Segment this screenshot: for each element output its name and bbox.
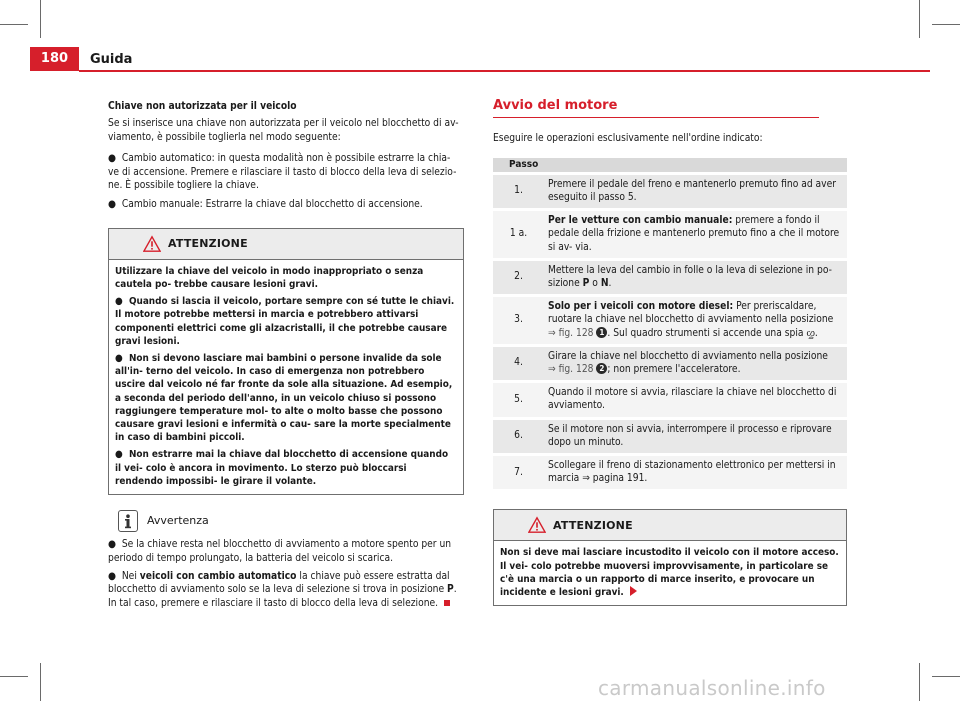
step-text: Quando il motore si avvia, rilasciare la chiave nel blocchetto di avviamento. [544, 380, 847, 416]
list-item-text: Cambio manuale: Estrarre la chiave dal blocchetto di accensione. [121, 199, 423, 211]
warning-box [493, 509, 847, 606]
step-text-rest: Girare la chiave nel blocchetto di avviamento nella posizione [548, 350, 828, 362]
step-text-rest: . Sul quadro strumenti si accende una spia [607, 327, 807, 339]
gear-position: P [582, 278, 590, 290]
list-item: ● Cambio automatico: in questa modalità non è possibile estrarre la chia- ve di accensione. Premere e rilasciare il tasto di blocco della leva di selezio- ne. È possibile togliere la chiave. [108, 153, 457, 192]
figure-link[interactable]: ⇒ fig. 128 [548, 327, 594, 339]
end-of-section-marker [444, 600, 450, 606]
step-number: 7. [493, 453, 544, 489]
step-text: Scollegare il freno di stazionamento elettronico per mettersi in marcia ⇒ pagina 191. [544, 453, 847, 489]
warning-item: ● Non estrarre mai la chiave dal blocchetto di accensione quando il vei- colo è ancora in movimento. Lo sterzo può bloccarsi rendendo impossibi- le girare il volante. [115, 449, 449, 487]
warning-header [494, 510, 846, 541]
figure-link[interactable]: ⇒ fig. 128 [548, 364, 594, 376]
table-row [493, 172, 847, 208]
crop-mark [40, 663, 41, 701]
step-text: Premere il pedale del freno e mantenerlo premuto fino ad aver eseguito il passo 5. [544, 172, 847, 208]
warning-body [494, 541, 846, 605]
step-text-rest: premere a fondo il pedale della frizione e mantenerlo premuto fino a che il motore si av- via. [548, 215, 840, 253]
table-row [493, 258, 847, 294]
crop-mark [0, 24, 28, 25]
crop-mark [919, 663, 920, 701]
list-item-text: Cambio automatico: in questa modalità non è possibile estrarre la chia- ve di accensione. Premere e rilasciare il tasto di blocco della leva di selezio- ne. È possibile togliere la chiave. [108, 153, 457, 192]
intro-paragraph: Se si inserisce una chiave non autorizzata per il veicolo nel blocchetto di av- viamento, è possibile toglierla nel modo seguente: [108, 118, 459, 143]
step-number: 1 a. [493, 208, 544, 258]
crop-mark [932, 676, 960, 677]
column-header-action [544, 158, 847, 172]
step-number: 4. [493, 344, 544, 380]
step-number: 2. [493, 258, 544, 294]
step-text-rest: . [608, 278, 612, 290]
warning-item-text: Quando si lascia il veicolo, portare sempre con sé tutte le chiavi. Il motore potrebbe mettersi in marcia e potrebbero attivarsi componenti elettrici come gli alzacristalli, il che potrebbe causare gravi lesioni. [115, 296, 455, 347]
note-item: ● Nei veicoli con cambio automatico la chiave può essere estratta dal blocchetto di avviamento solo se la leva di selezione si trova in posizione P. In tal caso, premere e rilasciare il tasto di blocco della leva di selezione. [108, 570, 457, 609]
warning-intro: Utilizzare la chiave del veicolo in modo inappropriato o senza cautela po- trebbe causare lesioni gravi. [115, 265, 424, 291]
note-text-bold: veicoli con cambio automatico [139, 570, 297, 582]
step-text [544, 294, 847, 344]
gear-position: N [600, 278, 609, 290]
step-number: 5. [493, 380, 544, 416]
callout-number: 2 [596, 363, 607, 374]
warning-body [109, 260, 463, 494]
section-heading: Chiave non autorizzata per il veicolo [108, 101, 297, 112]
warning-header [109, 229, 463, 260]
step-text-bold: Solo per i veicoli con motore diesel: [548, 301, 734, 313]
crop-mark [919, 0, 920, 38]
note-title: Avvertenza [147, 514, 209, 528]
continue-arrow-icon [630, 586, 637, 596]
note-text: . In tal caso, premere e rilasciare il tasto di blocco della leva di selezione. [108, 584, 457, 609]
table-row [493, 417, 847, 453]
steps-table [493, 158, 847, 490]
step-text-rest: ; non premere l'acceleratore. [607, 364, 741, 376]
section-rule [493, 117, 819, 118]
watermark: carmanualsonline.info [598, 676, 826, 700]
page-title: Guida [90, 52, 133, 67]
step-text-rest: Mettere la leva del cambio in folle o la leva di selezione in po- sizione [548, 264, 832, 290]
left-column [108, 100, 464, 610]
table-row [493, 380, 847, 416]
crop-mark [932, 24, 960, 25]
table-row [493, 453, 847, 489]
warning-item: ● Non si devono lasciare mai bambini o persone invalide da sole all'in- terno del veicolo. In caso di emergenza non potrebbero uscire dal veicolo né far fronte da sole alla situazione. Ad esempio, a seconda del periodo dell'anno, in un veicolo chiuso si possono raggiungere temperature mol- to alte o molto basse che possono causare gravi lesioni e infermità o cau- sare la morte specialmente in caso di bambini piccoli. [115, 353, 453, 444]
step-text-rest: o [589, 278, 601, 290]
note-text: Nei [121, 570, 140, 582]
step-number: 1. [493, 172, 544, 208]
step-text [544, 344, 847, 380]
step-text-bold: Per le vetture con cambio manuale: [548, 215, 733, 227]
callout-number: 1 [596, 327, 607, 338]
step-text-rest: Per preriscaldare, ruotare la chiave nel blocchetto di avviamento nella posizione [548, 301, 834, 326]
note-item: ● Se la chiave resta nel blocchetto di avviamento a motore spento per un periodo di tempo prolungato, la batteria del veicolo si scarica. [108, 539, 452, 564]
header-rule [79, 70, 930, 72]
warning-title: ATTENZIONE [168, 237, 248, 251]
step-text: Se il motore non si avvia, interrompere il processo e riprovare dopo un minuto. [544, 417, 847, 453]
warning-text: Non si deve mai lasciare incustodito il veicolo con il motore acceso. Il vei- colo potrebbe muoversi improvvisamente, in particolare se c'è una marcia o un rapporto di marce inserito, e provocare un incidente e lesioni gravi. [500, 547, 839, 599]
step-text [544, 258, 847, 294]
crop-mark [40, 0, 41, 38]
table-row [493, 208, 847, 258]
note-text: la chiave può essere estratta dal blocchetto di avviamento solo se la leva di selezione si trova in posizione [108, 570, 450, 596]
intro-paragraph: Eseguire le operazioni esclusivamente nell'ordine indicato: [493, 133, 763, 145]
list-item: ● Cambio manuale: Estrarre la chiave dal blocchetto di accensione. [108, 199, 423, 211]
step-number: 3. [493, 294, 544, 344]
page-number: 180 [40, 51, 69, 66]
step-text [544, 208, 847, 258]
crop-mark [0, 676, 28, 677]
note-item-text: Se la chiave resta nel blocchetto di avviamento a motore spento per un periodo di tempo prolungato, la batteria del veicolo si scarica. [108, 539, 452, 564]
section-title: Avvio del motore [493, 98, 618, 113]
warning-box [108, 228, 464, 495]
table-header-row [493, 158, 847, 172]
warning-triangle-icon [528, 516, 546, 534]
info-icon [118, 510, 138, 532]
table-row [493, 344, 847, 380]
warning-title: ATTENZIONE [553, 518, 633, 532]
warning-triangle-icon [143, 235, 161, 253]
right-column [493, 99, 847, 606]
warning-item-text: Non estrarre mai la chiave dal blocchetto di accensione quando il vei- colo è ancora in movimento. Lo sterzo può bloccarsi rendendo impossibi- le girare il volante. [115, 449, 449, 487]
gear-position: P [447, 584, 454, 596]
note-header [108, 509, 464, 533]
step-number: 6. [493, 417, 544, 453]
info-glyph-icon [122, 514, 134, 529]
glow-plug-icon: ᦄ [806, 327, 815, 339]
step-text-rest: . [814, 327, 818, 339]
warning-item-text: Non si devono lasciare mai bambini o persone invalide da sole all'in- terno del veicolo. In caso di emergenza non potrebbero uscire dal veicolo né far fronte da sole alla situazione. Ad esempio, a seconda del periodo dell'anno, in un veicolo chiuso si possono raggiungere temperature mol- to alte o molto basse che possono causare gravi lesioni e infermità o cau- sare la morte specialmente in caso di bambini piccoli. [115, 353, 453, 444]
column-header-step: Passo [493, 158, 544, 172]
table-row [493, 294, 847, 344]
warning-item: ● Quando si lascia il veicolo, portare sempre con sé tutte le chiavi. Il motore potrebbe mettersi in marcia e potrebbero attivarsi componenti elettrici come gli alzacristalli, il che potrebbe causare gravi lesioni. [115, 296, 455, 347]
